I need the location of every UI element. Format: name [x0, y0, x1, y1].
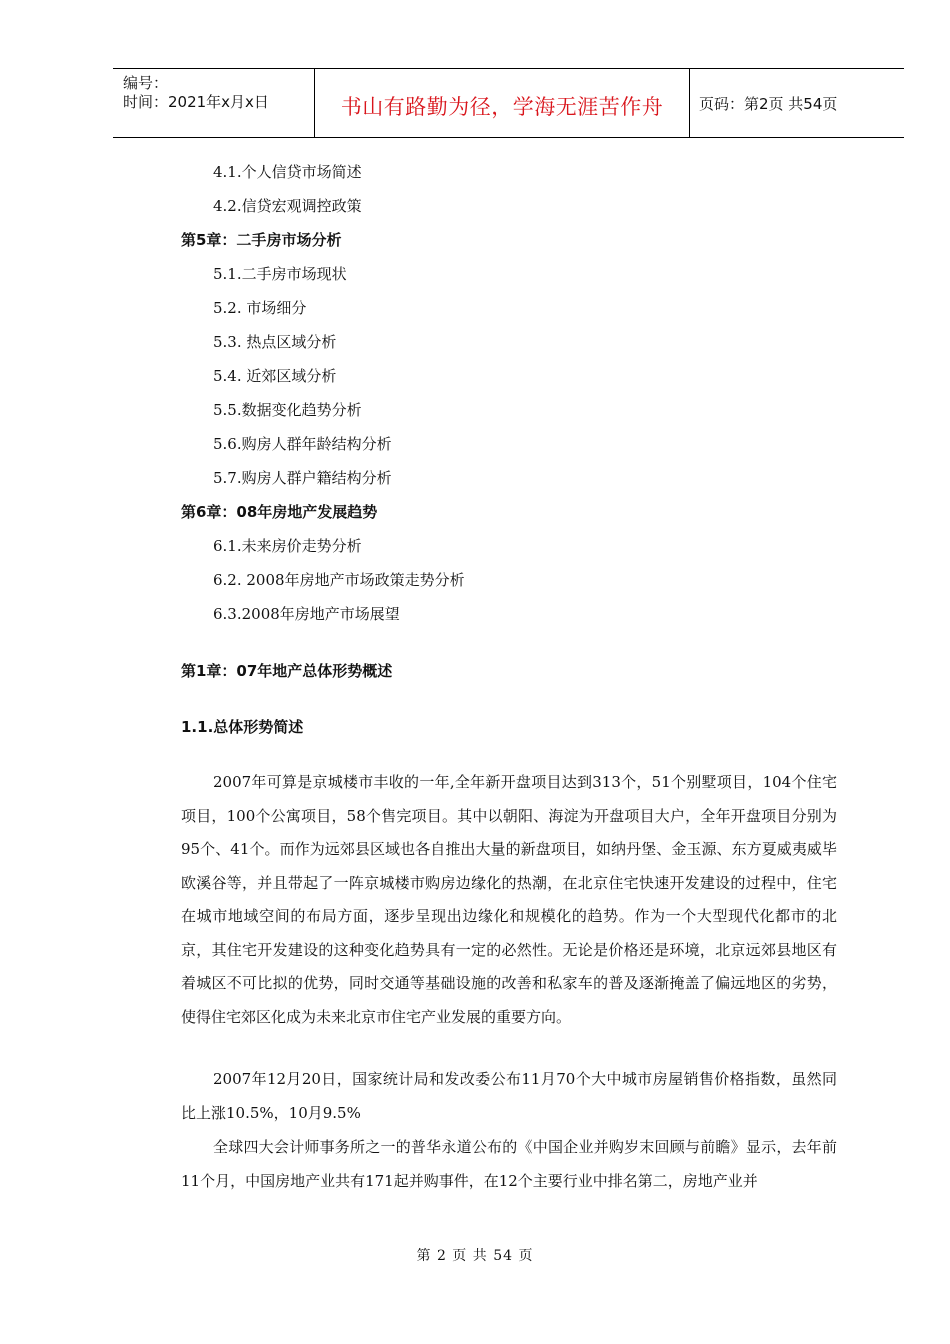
toc-chapter: 第5章：二手房市场分析	[181, 231, 342, 249]
toc-item: 4.1.个人信贷市场简述	[213, 163, 362, 181]
chapter-heading: 第1章：07年地产总体形势概述	[181, 662, 393, 680]
toc-item: 5.3. 热点区域分析	[213, 333, 337, 351]
body-paragraph: 全球四大会计师事务所之一的普华永道公布的《中国企业并购岁末回顾与前瞻》显示，去年前11个月，中国房地产业共有171起并购事件，在12个主要行业中排名第二，房地产业并	[181, 1138, 837, 1190]
section-heading: 1.1.总体形势简述	[181, 718, 304, 736]
toc-chapter: 第6章：08年房地产发展趋势	[181, 503, 378, 521]
header-page-code: 页码：第2页 共54页	[699, 95, 838, 113]
toc-item: 5.4. 近郊区域分析	[213, 367, 337, 385]
header-meta-cell	[113, 69, 314, 137]
document-number-label: 编号：	[123, 74, 169, 92]
toc-item: 4.2.信贷宏观调控政策	[213, 197, 362, 215]
header-motto: 书山有路勤为径，学海无涯苦作舟	[340, 95, 664, 119]
toc-item: 5.7.购房人群户籍结构分析	[213, 469, 392, 487]
toc-item: 5.6.购房人群年龄结构分析	[213, 435, 392, 453]
body-paragraph: 2007年可算是京城楼市丰收的一年,全年新开盘项目达到313个，51个别墅项目，104个住宅项目，100个公寓项目，58个售完项目。其中以朝阳、海淀为开盘项目大户，全年开盘项目分别为95个、41个。而作为远郊县区域也各自推出大量的新盘项目，如纳丹堡、金玉源、东方夏威夷威毕欧溪谷等，并且带起了一阵京城楼市购房边缘化的热潮，在北京住宅快速开发建设的过程中，住宅在城市地域空间的布局方面，逐步呈现出边缘化和规模化的趋势。作为一个大型现代化都市的北京，其住宅开发建设的这种变化趋势具有一定的必然性。无论是价格还是环境，北京远郊县地区有着城区不可比拟的优势，同时交通等基础设施的改善和私家车的普及逐渐掩盖了偏远地区的劣势，使得住宅郊区化成为未来北京市住宅产业发展的重要方向。	[181, 773, 837, 1026]
toc-item: 6.1.未来房价走势分析	[213, 537, 362, 555]
toc-item: 6.3.2008年房地产市场展望	[213, 605, 400, 623]
page-header	[113, 68, 904, 138]
toc-item: 5.5.数据变化趋势分析	[213, 401, 362, 419]
toc-item: 5.2. 市场细分	[213, 299, 307, 317]
body-paragraph: 2007年12月20日，国家统计局和发改委公布11月70个大中城市房屋销售价格指数，虽然同比上涨10.5%，10月9.5%	[181, 1070, 837, 1122]
header-page-cell	[689, 69, 904, 137]
toc-item: 5.1.二手房市场现状	[213, 265, 347, 283]
document-time-label: 时间：2021年x月x日	[123, 93, 269, 111]
page-footer: 第 2 页 共 54 页	[416, 1248, 534, 1264]
toc-item: 6.2. 2008年房地产市场政策走势分析	[213, 571, 465, 589]
header-motto-cell	[314, 69, 690, 137]
